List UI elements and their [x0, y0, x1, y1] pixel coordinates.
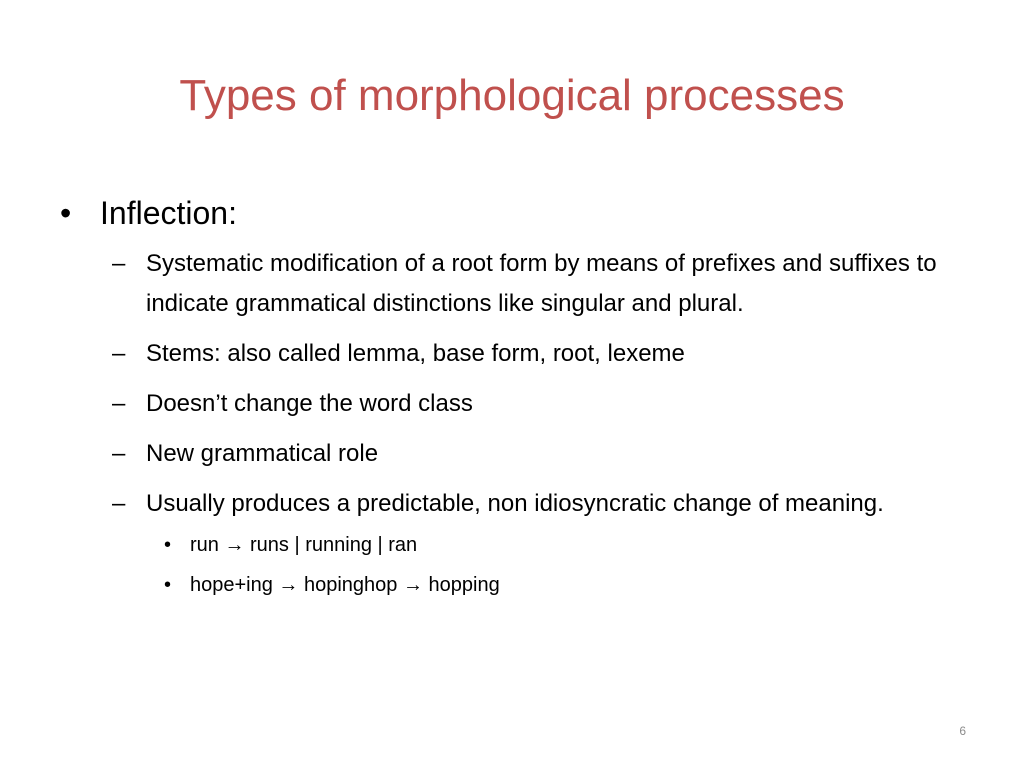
subpoint-text: New grammatical role: [146, 440, 379, 467]
subpoint-text: Doesn’t change the word class: [146, 390, 473, 417]
example-text: run → runs | running | ran: [190, 534, 418, 556]
dash-marker: –: [112, 440, 126, 467]
slide-body: [60, 192, 960, 610]
dash-marker: –: [112, 490, 126, 517]
subpoint-text: Usually produces a predictable, non idiosyncratic change of meaning.: [146, 490, 884, 517]
dash-marker: –: [112, 390, 126, 417]
bullet-inflection: [60, 192, 960, 234]
bullet-text: Inflection:: [100, 195, 237, 231]
example-list: [60, 530, 960, 600]
subpoint-word-class: [60, 384, 960, 424]
bullet-marker: •: [60, 195, 72, 231]
sub-bullet-marker: •: [164, 534, 172, 556]
example-run: [60, 530, 960, 560]
slide-title: Types of morphological processes: [179, 71, 845, 120]
subpoint-systematic-modification: [60, 244, 960, 324]
sub-bullet-marker: •: [164, 574, 172, 596]
dash-marker: –: [112, 250, 126, 277]
subpoint-grammatical-role: [60, 434, 960, 474]
subpoint-stems: [60, 334, 960, 374]
example-text: hope+ing → hopinghop → hopping: [190, 574, 500, 596]
subpoint-text: Stems: also called lemma, base form, root, lexeme: [146, 340, 685, 367]
page-number: 6: [959, 724, 966, 738]
subpoint-list: [60, 244, 960, 524]
example-hope: [60, 570, 960, 600]
subpoint-text: Systematic modification of a root form by means of prefixes and suffixes to indicate grammatical distinctions like singular and plural.: [146, 250, 937, 317]
dash-marker: –: [112, 340, 126, 367]
subpoint-predictable-change: [60, 484, 960, 524]
